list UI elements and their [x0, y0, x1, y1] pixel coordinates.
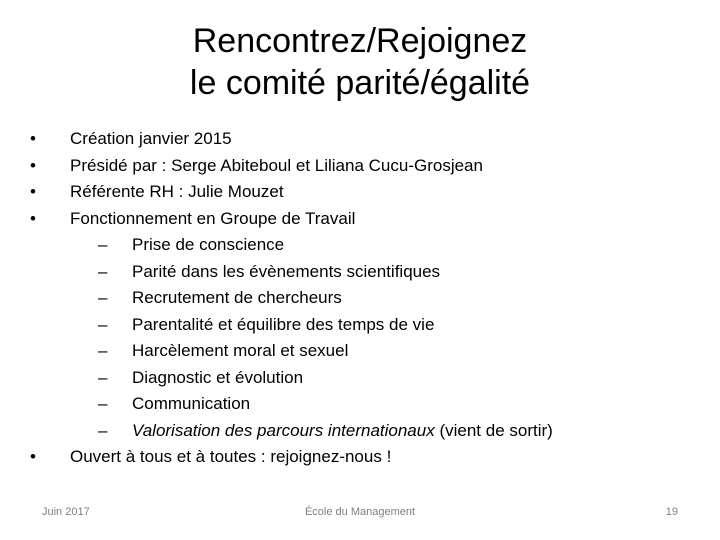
sub-list-item: [30, 259, 690, 286]
bullet-icon: •: [30, 129, 36, 148]
dash-icon: –: [98, 261, 108, 281]
list-item: [30, 444, 690, 471]
list-item-text: Présidé par : Serge Abiteboul et Liliana Cucu-Grosjean: [70, 155, 483, 175]
sub-list-item: [30, 285, 690, 312]
dash-icon: –: [98, 341, 108, 360]
bullet-icon: •: [30, 447, 36, 466]
sub-list-item-text: Prise de conscience: [132, 235, 285, 254]
list-item: [30, 179, 690, 206]
sub-list-item: [30, 391, 690, 418]
dash-icon: –: [98, 420, 108, 440]
list-item-text: Fonctionnement en Groupe de Travail: [70, 208, 356, 228]
list-item-text: Référente RH : Julie Mouzet: [70, 182, 284, 201]
list-item-text: Création janvier 2015: [70, 129, 232, 148]
slide-title: [120, 20, 600, 104]
dash-icon: –: [98, 394, 108, 413]
sub-list-item: [30, 418, 690, 445]
sub-list-item: [30, 338, 690, 365]
sub-list-item-text: Diagnostic et évolution: [132, 367, 304, 387]
dash-icon: –: [98, 235, 108, 254]
sub-list-item-text: Parentalité et équilibre des temps de vie: [132, 314, 435, 334]
dash-icon: –: [98, 288, 108, 307]
sub-list-item-text: (vient de sortir): [434, 420, 553, 440]
list-item-text: Ouvert à tous et à toutes : rejoignez-nous !: [70, 447, 392, 466]
sub-list-item-text: Harcèlement moral et sexuel: [132, 341, 349, 360]
title-line-2: le comité parité/égalité: [189, 64, 531, 102]
sub-list-item-text: Communication: [132, 394, 251, 413]
sub-list-item-italic-text: Valorisation des parcours internationaux: [132, 420, 435, 440]
dash-icon: –: [98, 314, 108, 334]
bullet-icon: •: [30, 182, 36, 201]
bullet-icon: •: [30, 155, 36, 175]
sub-list-item-text: Recrutement de chercheurs: [132, 288, 342, 307]
sub-list-item: [30, 365, 690, 392]
slide-number: 19: [665, 506, 678, 518]
bullet-list: [30, 126, 690, 471]
bullet-icon: •: [30, 208, 36, 228]
footer-date: Juin 2017: [42, 506, 90, 518]
sub-list-item: [30, 232, 690, 259]
title-line-1: Rencontrez/Rejoignez: [192, 22, 528, 60]
list-item: [30, 126, 690, 153]
dash-icon: –: [98, 367, 108, 387]
list-item: [30, 206, 690, 233]
footer-organization: École du Management: [304, 506, 416, 518]
list-item: [30, 153, 690, 180]
sub-list-item: [30, 312, 690, 339]
sub-list-item-text: Parité dans les évènements scientifiques: [132, 261, 441, 281]
